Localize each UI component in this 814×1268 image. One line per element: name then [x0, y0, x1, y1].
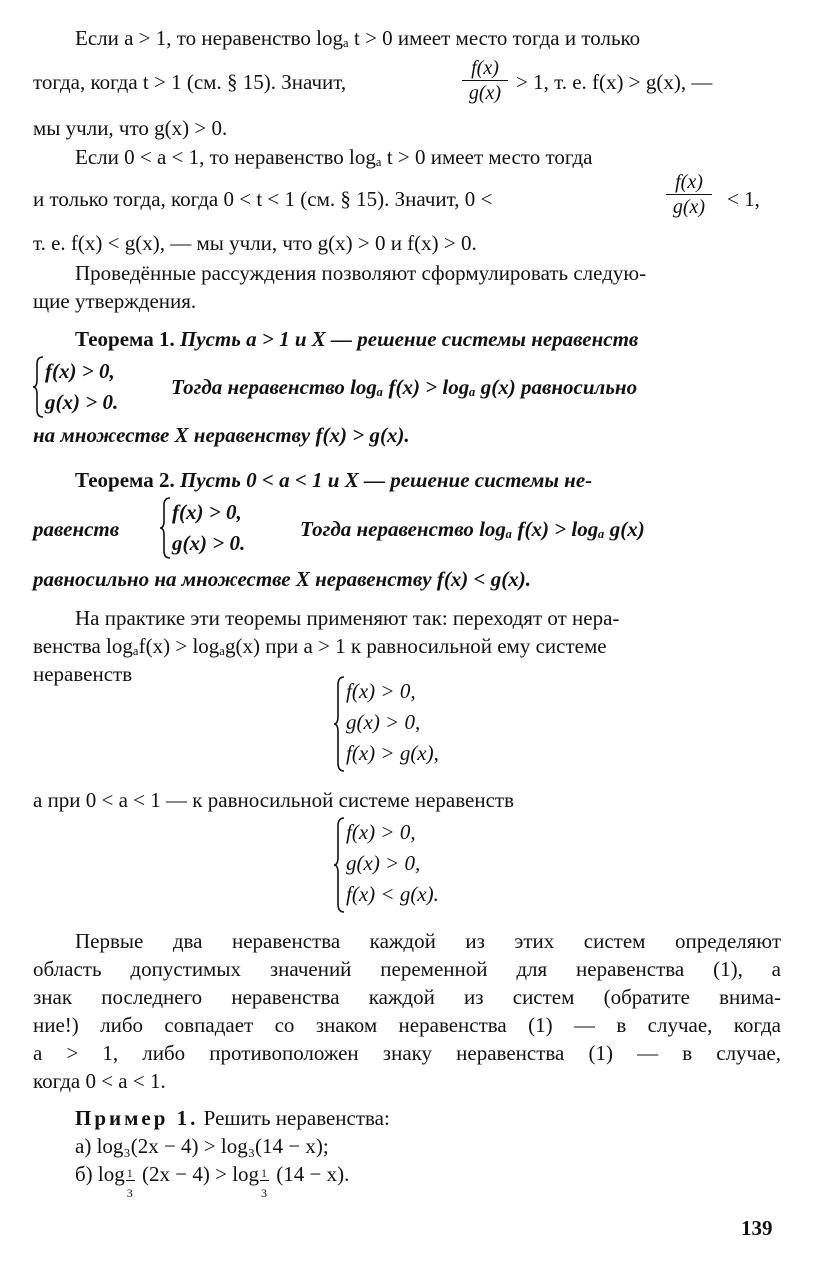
system-row: g(x) > 0,	[346, 851, 421, 875]
example-text: Решить неравенства:	[203, 1106, 390, 1130]
system-row: f(x) > 0,	[346, 820, 416, 844]
theorem1-statement: Пусть a > 1 и X — решение системы неравенств	[179, 327, 639, 351]
p6-line5: a > 1, либо противоположен знаку неравенства (1) — в случае,	[33, 1041, 781, 1065]
example-item-b: б) log $\frac{1}{3}$ (2x − 4) > log $\frac{1}{3}$ (14 − x).	[75, 1162, 350, 1200]
theorem1-line2: Тогда неравенство logₐ f(x) > logₐ g(x) равносильно	[171, 375, 638, 399]
theorem2-label: Теорема 2.	[75, 468, 175, 492]
p5-line1: а при 0 < a < 1 — к равносильной системе неравенств	[33, 788, 514, 812]
p2-line2a: и только тогда, когда 0 < t < 1 (см. § 15). Значит, 0 <	[33, 187, 493, 211]
theorem2-line1	[75, 466, 781, 494]
log-base-fraction: $\frac{1}{3}$	[126, 1166, 133, 1200]
system-row: f(x) > 0,	[346, 679, 416, 703]
theorem2-system	[160, 497, 300, 561]
p2-line3: т. е. f(x) < g(x), — мы учли, что g(x) > 0 и f(x) > 0.	[33, 231, 477, 255]
p6-line6: когда 0 < a < 1.	[33, 1069, 166, 1093]
p6-line1: Первые два неравенства каждой из этих систем определяют	[75, 929, 781, 953]
theorem1-line1	[75, 325, 781, 353]
theorem1-label: Теорема 1.	[75, 327, 175, 351]
p6-line2: область допустимых значений переменной для неравенства (1), а	[33, 957, 781, 981]
system-row: f(x) < g(x).	[346, 882, 439, 906]
system-row: g(x) > 0.	[172, 531, 246, 555]
fraction-denominator: g(x)	[468, 82, 502, 104]
system-row: f(x) > 0,	[172, 500, 242, 524]
fraction-denominator: g(x)	[672, 196, 706, 218]
p1-line2a: тогда, когда t > 1 (см. § 15). Значит,	[33, 70, 347, 94]
p2-line2b: < 1,	[727, 187, 760, 211]
left-brace-icon	[33, 356, 45, 418]
example-heading	[75, 1104, 781, 1132]
system-row: g(x) > 0.	[45, 390, 119, 414]
example-label: Пример 1.	[75, 1106, 199, 1130]
theorem2-statement: Пусть 0 < a < 1 и X — решение системы не-	[179, 468, 593, 492]
system-2	[334, 817, 534, 913]
p4-line1: На практике эти теоремы применяют так: переходят от нера-	[75, 606, 620, 630]
p4-line2: венства logₐf(x) > logₐg(x) при a > 1 к равносильной ему системе	[33, 634, 607, 658]
left-brace-icon	[160, 497, 172, 559]
example-item-a: а) log₃(2x − 4) > log₃(14 − x);	[75, 1134, 329, 1158]
system-1	[334, 676, 534, 772]
system-row: f(x) > g(x),	[346, 741, 439, 765]
p4-line3: неравенств	[33, 662, 133, 686]
theorem2-line2a: равенств	[33, 517, 120, 541]
fraction-bar	[666, 194, 712, 195]
fraction-f-over-g-1	[462, 57, 508, 104]
left-brace-icon	[334, 676, 346, 772]
p1-line3: мы учли, что g(x) > 0.	[33, 116, 228, 140]
p3-line1: Проведённые рассуждения позволяют сформулировать следую-	[75, 261, 647, 285]
theorem1-system	[33, 356, 173, 420]
p6-line3: знак последнего неравенства каждой из систем (обратите внима-	[33, 985, 781, 1009]
left-brace-icon	[334, 817, 346, 913]
p3-line2: щие утверждения.	[33, 289, 197, 313]
fraction-f-over-g-2	[666, 171, 712, 218]
p2-line1: Если 0 < a < 1, то неравенство logₐ t > 0 имеет место тогда	[75, 145, 593, 169]
theorem2-line3: равносильно на множестве X неравенству f(x) < g(x).	[33, 567, 532, 591]
system-row: g(x) > 0,	[346, 710, 421, 734]
theorem1-line3: на множестве X неравенству f(x) > g(x).	[33, 423, 410, 447]
p6-line4: ние!) либо совпадает со знаком неравенства (1) — в случае, когда	[33, 1013, 781, 1037]
fraction-bar	[462, 80, 508, 81]
fraction-numerator: f(x)	[675, 171, 703, 193]
p1-line1: Если a > 1, то неравенство logₐ t > 0 имеет место тогда и только	[75, 26, 641, 50]
log-base-fraction: $\frac{1}{3}$	[261, 1166, 268, 1200]
theorem2-line2b: Тогда неравенство logₐ f(x) > logₐ g(x)	[300, 517, 645, 541]
fraction-numerator: f(x)	[471, 57, 499, 79]
page-number: 139	[741, 1216, 773, 1240]
system-row: f(x) > 0,	[45, 359, 115, 383]
p1-line2b: > 1, т. е. f(x) > g(x), —	[516, 70, 713, 94]
